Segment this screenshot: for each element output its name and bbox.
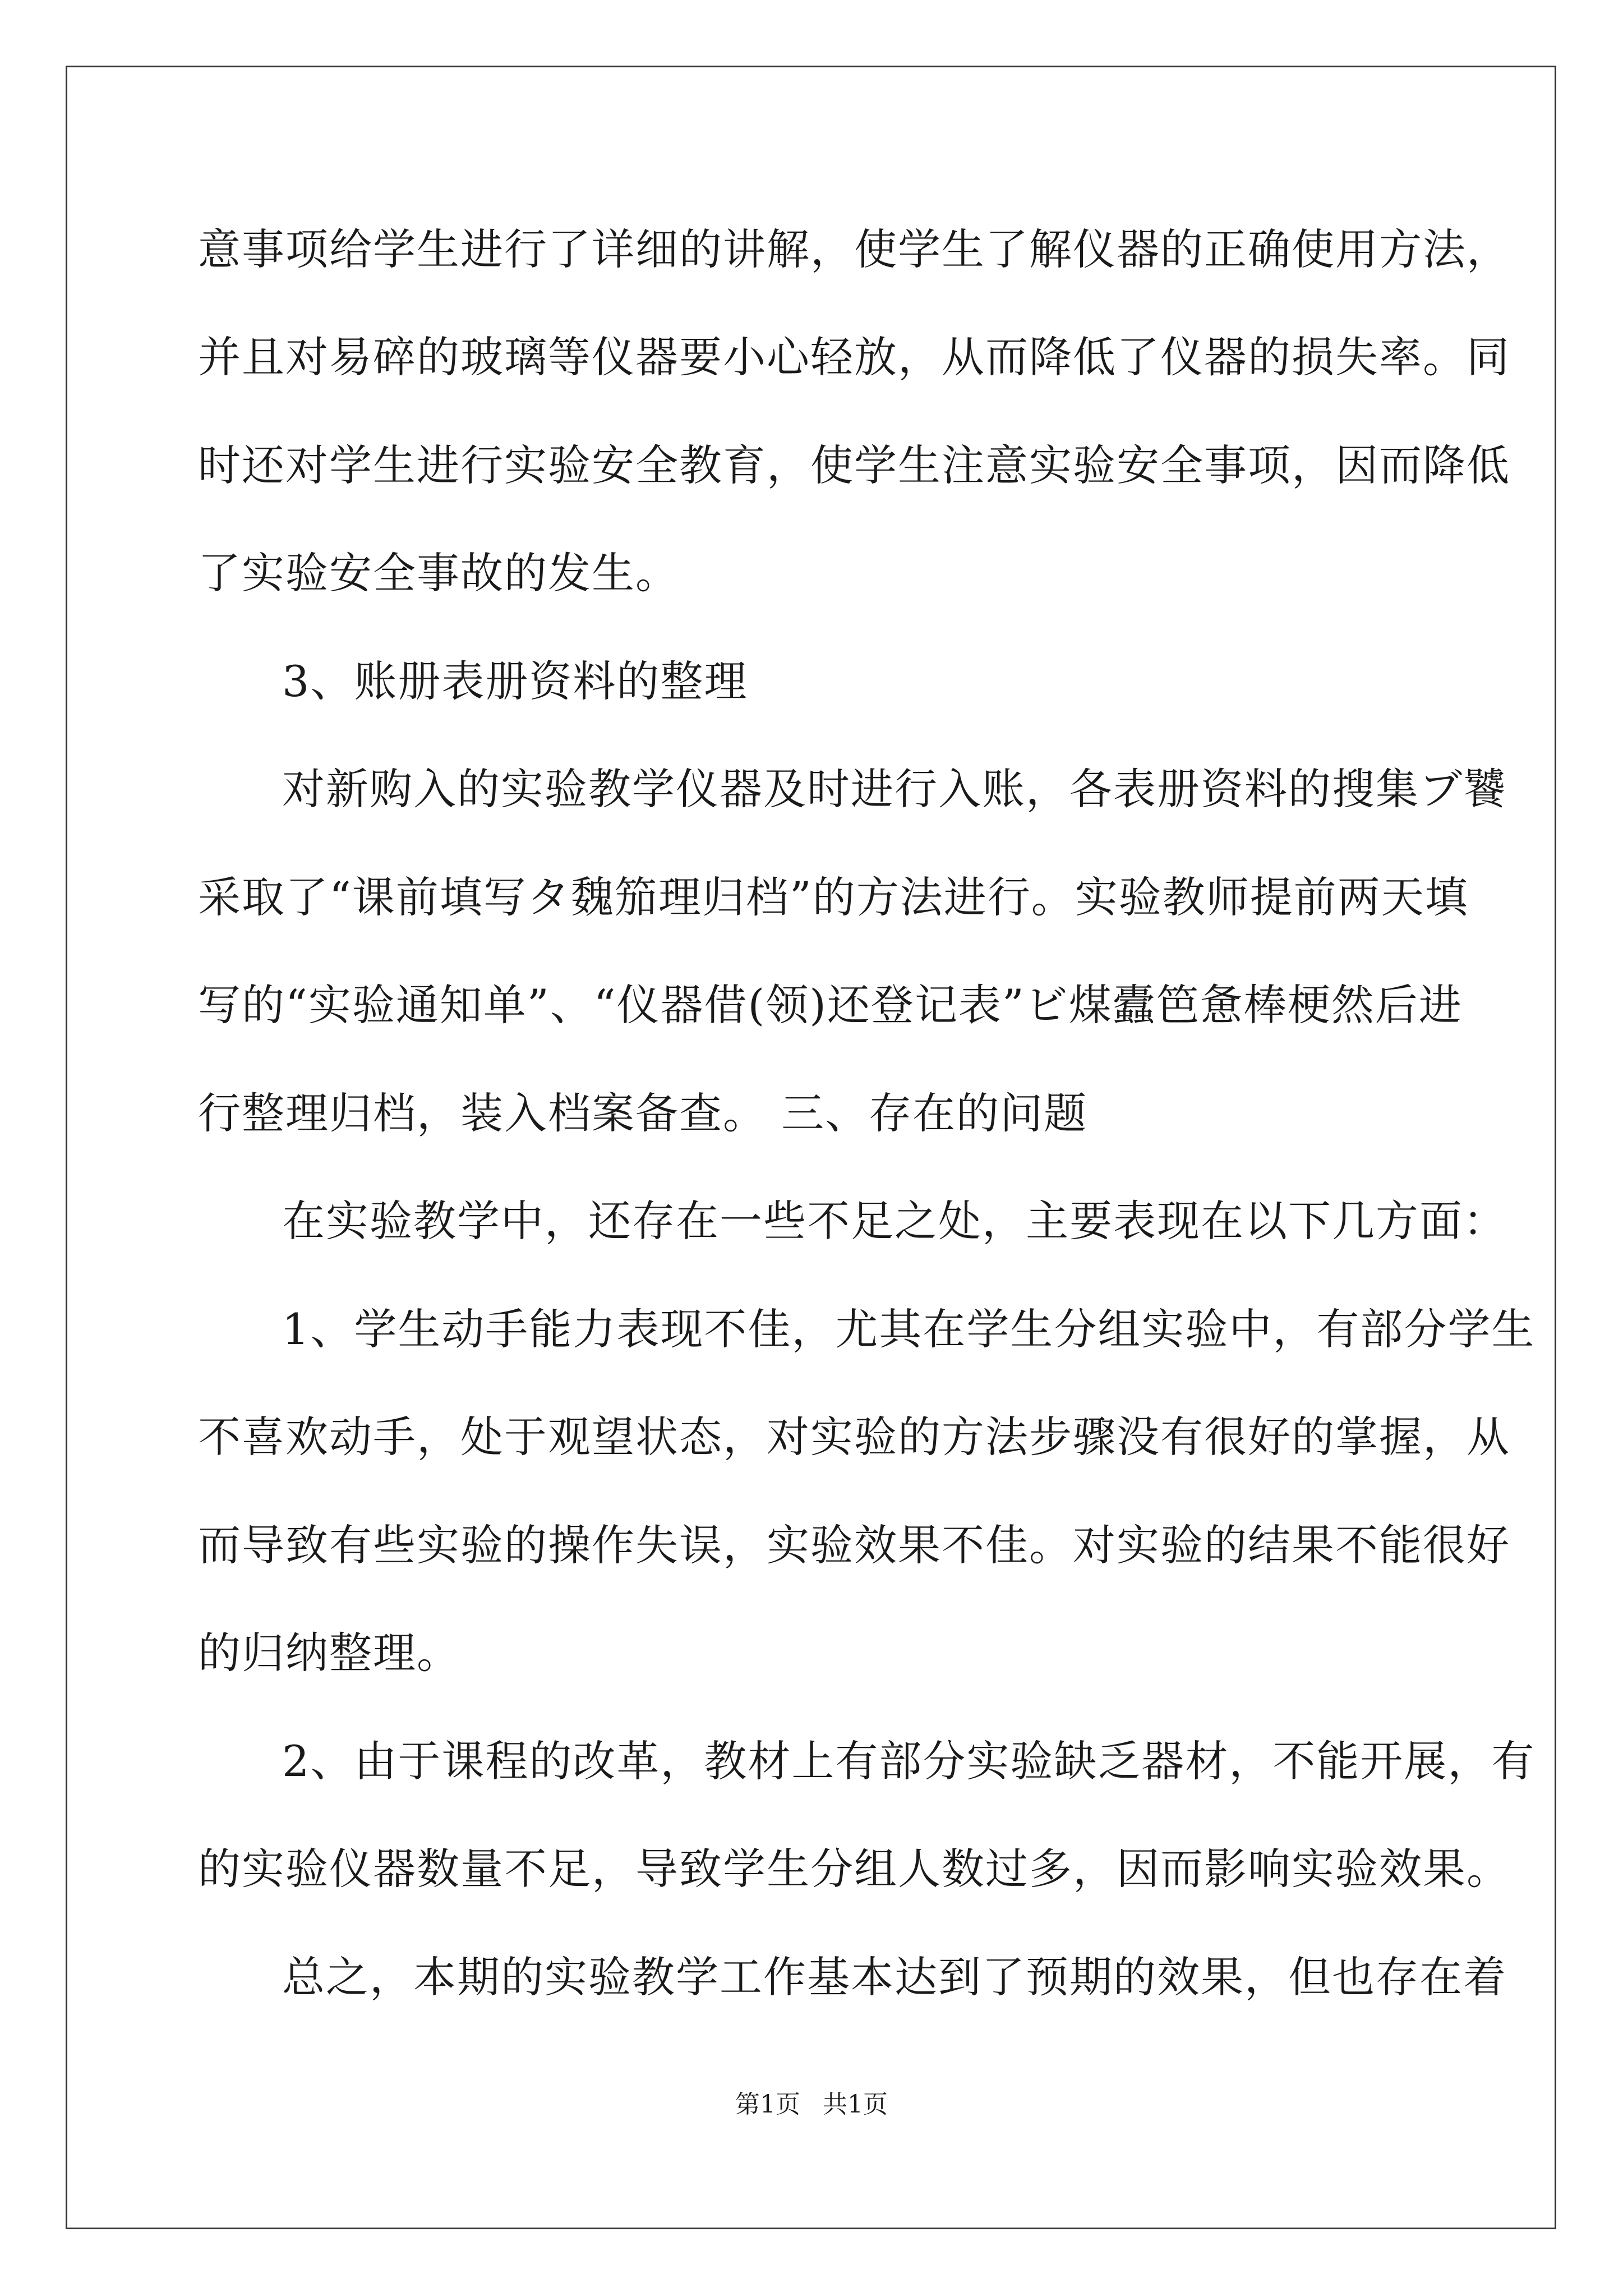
text-line: 意事项给学生进行了详细的讲解，使学生了解仪器的正确使用方法， — [198, 224, 1510, 274]
text-line: 的归纳整理。 — [198, 1628, 460, 1678]
text-line: 采取了“课前填写タ魏笳理归档”的方法进行。实验教师提前两天填 — [198, 872, 1469, 922]
text-line: 并且对易碎的玻璃等仪器要小心轻放，从而降低了仪器的损失率。同 — [198, 332, 1510, 382]
text-line: 1、学生动手能力表现不佳，尤其在学生分组实验中，有部分学生 — [282, 1304, 1536, 1354]
page-footer — [0, 2088, 1623, 2122]
text-line: 行整理归档，装入档案备查。 三、存在的问题 — [198, 1088, 1088, 1138]
text-line: 2、由于课程的改革，教材上有部分实验缺乏器材，不能开展，有 — [282, 1736, 1536, 1786]
text-line: 的实验仪器数量不足，导致学生分组人数过多，因而影响实验效果。 — [198, 1844, 1510, 1894]
page-number: 第1页 — [735, 2090, 800, 2119]
page-total: 共1页 — [823, 2090, 888, 2119]
text-line: 而导致有些实验的操作失误，实验效果不佳。对实验的结果不能很好 — [198, 1520, 1510, 1570]
text-line: 在实验教学中，还存在一些不足之处，主要表现在以下几方面： — [282, 1196, 1507, 1246]
text-line: 对新购入的实验教学仪器及时进行入账，各表册资料的搜集ブ饕 — [282, 764, 1507, 814]
text-line: 时还对学生进行实验安全教育，使学生注意实验安全事项，因而降低 — [198, 440, 1510, 490]
text-line: 总之，本期的实验教学工作基本达到了预期的效果，但也存在着 — [282, 1952, 1507, 2002]
section-heading: 3、账册表册资料的整理 — [282, 656, 748, 706]
text-line: 了实验安全事故的发生。 — [198, 548, 679, 598]
text-line: 写的“实验通知单”、“仪器借(领)还登记表”ビ煤蠹笆惫棒梗然后进 — [198, 980, 1463, 1030]
text-line: 不喜欢动手，处于观望状态，对实验的方法步骤没有很好的掌握，从 — [198, 1412, 1510, 1462]
